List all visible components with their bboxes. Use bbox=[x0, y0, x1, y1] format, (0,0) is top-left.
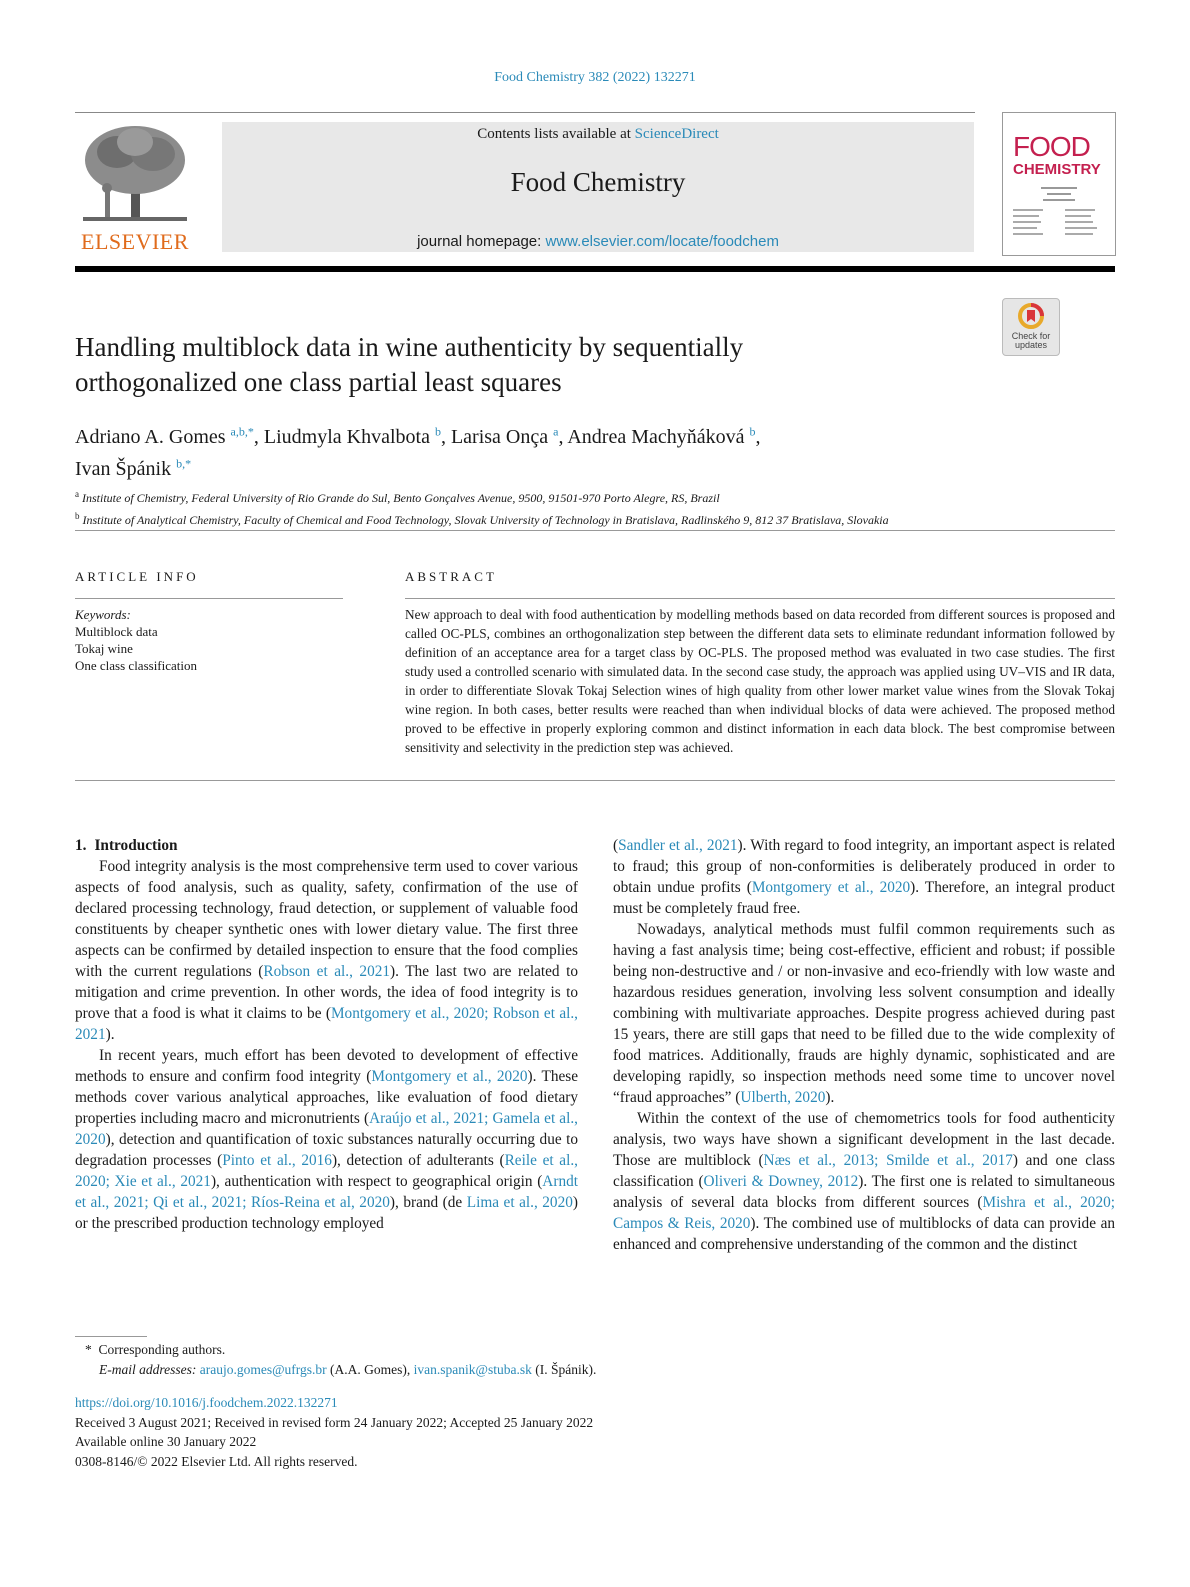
cover-title-food: FOOD bbox=[1013, 131, 1090, 162]
contents-line bbox=[222, 126, 974, 143]
paragraph-text: ) or the prescribed production technology employed bbox=[75, 1194, 578, 1232]
email-link-2[interactable]: ivan.spanik@stuba.sk bbox=[413, 1362, 532, 1377]
header-thick-divider bbox=[75, 266, 1115, 272]
journal-name: Food Chemistry bbox=[510, 167, 686, 197]
doi-link[interactable]: https://doi.org/10.1016/j.foodchem.2022.132271 bbox=[75, 1395, 338, 1410]
article-info-heading: ARTICLE INFO bbox=[75, 569, 199, 584]
elsevier-wordmark: ELSEVIER bbox=[81, 229, 189, 254]
keywords-block bbox=[75, 606, 197, 674]
author-1[interactable]: Adriano A. Gomes $^{a,b,*}$, bbox=[75, 424, 259, 448]
paragraph-text: Food integrity analysis is the most comprehensive term used to cover various aspects of food analysis, such as quality, safety, confirmation of the use of declared processing technology, fraud detection, or supplement of valuable food constituents by cheaper synthetic ones with lower dietary value. The first three aspects can be confirmed by detailed inspection to ensure that the food complies with the current regulations ( bbox=[75, 858, 578, 980]
article-title bbox=[75, 330, 975, 400]
available-online: Available online 30 January 2022 bbox=[75, 1434, 257, 1449]
author-5[interactable]: Ivan Špánik $^{b,*}$ bbox=[75, 456, 192, 481]
header-divider bbox=[75, 112, 975, 113]
abstract-heading: ABSTRACT bbox=[405, 569, 497, 584]
citation-link[interactable]: Robson et al., 2021 bbox=[263, 963, 391, 980]
left-paragraphs bbox=[75, 856, 578, 1234]
citation-link[interactable]: Sandler et al., 2021 bbox=[618, 837, 738, 854]
paragraph-text: ). The last two are related to mitigation and crime prevention. In other words, the idea of food integrity is to prove that a food is what it claims to be ( bbox=[75, 963, 578, 1022]
keywords-label: Keywords: bbox=[75, 607, 131, 622]
journal-banner bbox=[222, 122, 974, 252]
right-paragraphs bbox=[613, 835, 1115, 1255]
citation-link[interactable]: Araújo et al., 2021; Gamela et al., 2020 bbox=[75, 1110, 578, 1148]
author-2[interactable]: Liudmyla Khvalbota $^b$, bbox=[263, 424, 446, 448]
affiliations bbox=[75, 485, 1115, 529]
received-dates: Received 3 August 2021; Received in revised form 24 January 2022; Accepted 25 January 2022 bbox=[75, 1414, 594, 1430]
title-line-2: orthogonalized one class partial least squares bbox=[75, 367, 562, 397]
publication-info bbox=[75, 1393, 1115, 1471]
elsevier-tree-icon bbox=[75, 122, 195, 227]
paragraph-text: Within the context of the use of chemometrics tools for food authenticity analysis, two ways have shown a significant development in the last decade. Those are multiblock ( bbox=[613, 1110, 1115, 1169]
paragraph-text: In recent years, much effort has been devoted to development of effective methods to ensure and confirm food integrity ( bbox=[75, 1047, 578, 1085]
article-info-divider bbox=[75, 598, 343, 599]
check-for-updates-button[interactable] bbox=[1002, 298, 1060, 356]
citation-link[interactable]: Montgomery et al., 2020 bbox=[751, 879, 911, 896]
corresponding-note: * Corresponding authors. bbox=[85, 1342, 226, 1357]
citation-link[interactable]: Ulberth, 2020 bbox=[740, 1089, 826, 1106]
homepage-prefix: journal homepage: bbox=[417, 233, 542, 250]
affiliation-a: $^a$ Institute of Chemistry, Federal University of Rio Grande do Sul, Bento Gonçalves Avenue, 9500, 91501-970 Porto Alegre, RS, Brazil bbox=[75, 489, 720, 505]
body-column-left bbox=[75, 835, 578, 1234]
homepage-line bbox=[222, 233, 974, 250]
paragraph-text: ). Therefore, an integral product must be completely fraud free. bbox=[613, 879, 1116, 917]
journal-cover-thumbnail[interactable] bbox=[1002, 112, 1116, 256]
citation-link[interactable]: Montgomery et al., 2020; Robson et al., 2021 bbox=[75, 1005, 579, 1043]
keyword-item[interactable]: Tokaj wine bbox=[75, 641, 133, 656]
footnotes bbox=[75, 1340, 1115, 1380]
body-paragraph bbox=[75, 856, 578, 1045]
body-paragraph bbox=[613, 835, 1115, 919]
affiliation-divider bbox=[75, 530, 1115, 531]
paragraph-text: ). bbox=[825, 1089, 835, 1106]
citation-link[interactable]: Pinto et al., 2016 bbox=[222, 1152, 332, 1169]
paragraph-text: ), brand (de bbox=[389, 1194, 467, 1211]
abstract-text: New approach to deal with food authentication by modelling methods based on data recorded from different sources is proposed and called OC-PLS, combines an orthogonalization step between the different data sets to eliminate redundant information followed by definition of an acceptance area for a target class by OC-PLS. The proposed method was evaluated in two case studies. The first study used a controlled scenario with simulated data. In the second case study, the approach was applied using UV–VIS and IR data, in order to differentiate Slovak Tokaj Selection wines of high quality from other lower market value wines from the Slovak Tokaj wine region. In both cases, better results were reached than when individual blocks of data were achieved. The proposed method proved to be effective in properly exploring common and distinct information in each data block. The best compromise between sensitivity and selectivity in the prediction step was achieved. bbox=[405, 607, 1115, 755]
abstract-divider bbox=[405, 598, 1115, 599]
citation-link[interactable]: Næs et al., 2013; Smilde et al., 2017 bbox=[763, 1152, 1013, 1169]
paragraph-text: ). With regard to food integrity, an important aspect is related to fraud; this group of non-conformities is deliberately produced in order to obtain undue profits ( bbox=[613, 837, 1115, 896]
body-column-right bbox=[613, 835, 1115, 1255]
copyright: 0308-8146/© 2022 Elsevier Ltd. All rights reserved. bbox=[75, 1453, 358, 1469]
homepage-link[interactable]: www.elsevier.com/locate/foodchem bbox=[545, 233, 779, 250]
paragraph-text: ), detection and quantification of toxic substances naturally occurring due to degradation processes ( bbox=[75, 1131, 578, 1169]
contents-prefix: Contents lists available at bbox=[477, 126, 631, 142]
citation-link[interactable]: Mishra et al., 2020; Campos & Reis, 2020 bbox=[613, 1194, 1115, 1232]
check-updates-label: Check for updates bbox=[1011, 331, 1051, 350]
citation-link[interactable]: Oliveri & Downey, 2012 bbox=[703, 1173, 859, 1190]
cover-title-chemistry: CHEMISTRY bbox=[1013, 161, 1101, 178]
bookmark-ring-icon bbox=[1018, 303, 1044, 329]
sciencedirect-link[interactable]: ScienceDirect bbox=[634, 126, 719, 142]
paragraph-text: ), detection of adulterants ( bbox=[331, 1152, 505, 1169]
title-line-1: Handling multiblock data in wine authenticity by sequentially bbox=[75, 332, 744, 362]
paragraph-text: ). The first one is related to simultaneous analysis of several data blocks from different sources ( bbox=[613, 1173, 1116, 1211]
author-list bbox=[75, 418, 1025, 483]
paragraph-text: ( bbox=[613, 837, 619, 854]
citation-link[interactable]: Reile et al., 2020; Xie et al., 2021 bbox=[75, 1152, 578, 1190]
citation-link[interactable]: Montgomery et al., 2020 bbox=[371, 1068, 528, 1085]
author-3[interactable]: Larisa Onça $^a$, bbox=[450, 424, 564, 448]
affiliation-b: $^b$ Institute of Analytical Chemistry, Faculty of Chemical and Food Technology, Slovak University of Technology in Bratislava, Radlinského 9, 812 37 Bratislava, Slovakia bbox=[75, 511, 889, 527]
email-note: E-mail addresses: araujo.gomes@ufrgs.br (A.A. Gomes), ivan.spanik@stuba.sk (I. Špánik). bbox=[99, 1362, 597, 1377]
paragraph-text: ). bbox=[105, 1026, 115, 1043]
keyword-item[interactable]: Multiblock data bbox=[75, 624, 158, 639]
paragraph-text: ) and one class classification ( bbox=[613, 1152, 1115, 1190]
keyword-item[interactable]: One class classification bbox=[75, 658, 198, 673]
paragraph-text: ), authentication with respect to geographical origin ( bbox=[210, 1173, 543, 1190]
cover-text-lines-icon bbox=[1013, 185, 1105, 247]
citation-link[interactable]: Arndt et al., 2021; Qi et al., 2021; Ríos-Reina et al, 2020 bbox=[75, 1173, 578, 1211]
email-link-1[interactable]: araujo.gomes@ufrgs.br bbox=[199, 1362, 327, 1377]
journal-reference-link[interactable]: Food Chemistry 382 (2022) 132271 bbox=[494, 70, 696, 85]
elsevier-logo[interactable] bbox=[75, 122, 195, 255]
paragraph-text: ). The combined use of multiblocks of data can provide an enhanced and comprehensive understanding of the common and the distinct bbox=[613, 1215, 1116, 1253]
author-4[interactable]: Andrea Machyňáková $^b$, bbox=[567, 424, 761, 448]
paragraph-text: Nowadays, analytical methods must fulfil common requirements such as having a fast analysis time; being cost-effective, efficient and robust; if possible being non-destructive and / or non-invasive and eco-friendly with low waste and hazardous residues generation, involving less solvent consumption and ideally combining with multivariate approaches. Despite progress achieved during past 15 years, there are still gaps that need to be filled due to the wide complexity of food matrices. Additionally, frauds are highly dynamic, sophisticated and are developing rapidly, so inspection methods need some time to uncover novel “fraud approaches” ( bbox=[613, 921, 1115, 1106]
body-paragraph bbox=[613, 919, 1115, 1108]
abstract-bottom-divider bbox=[75, 780, 1115, 781]
section-heading: 1. Introduction bbox=[75, 837, 178, 854]
body-paragraph bbox=[75, 1045, 578, 1234]
paragraph-text: ). These methods cover various analytical approaches, like evaluation of food dietary properties including macro and micronutrients ( bbox=[75, 1068, 578, 1127]
footnote-divider bbox=[75, 1336, 147, 1337]
citation-link[interactable]: Lima et al., 2020 bbox=[466, 1194, 573, 1211]
body-paragraph bbox=[613, 1108, 1115, 1255]
